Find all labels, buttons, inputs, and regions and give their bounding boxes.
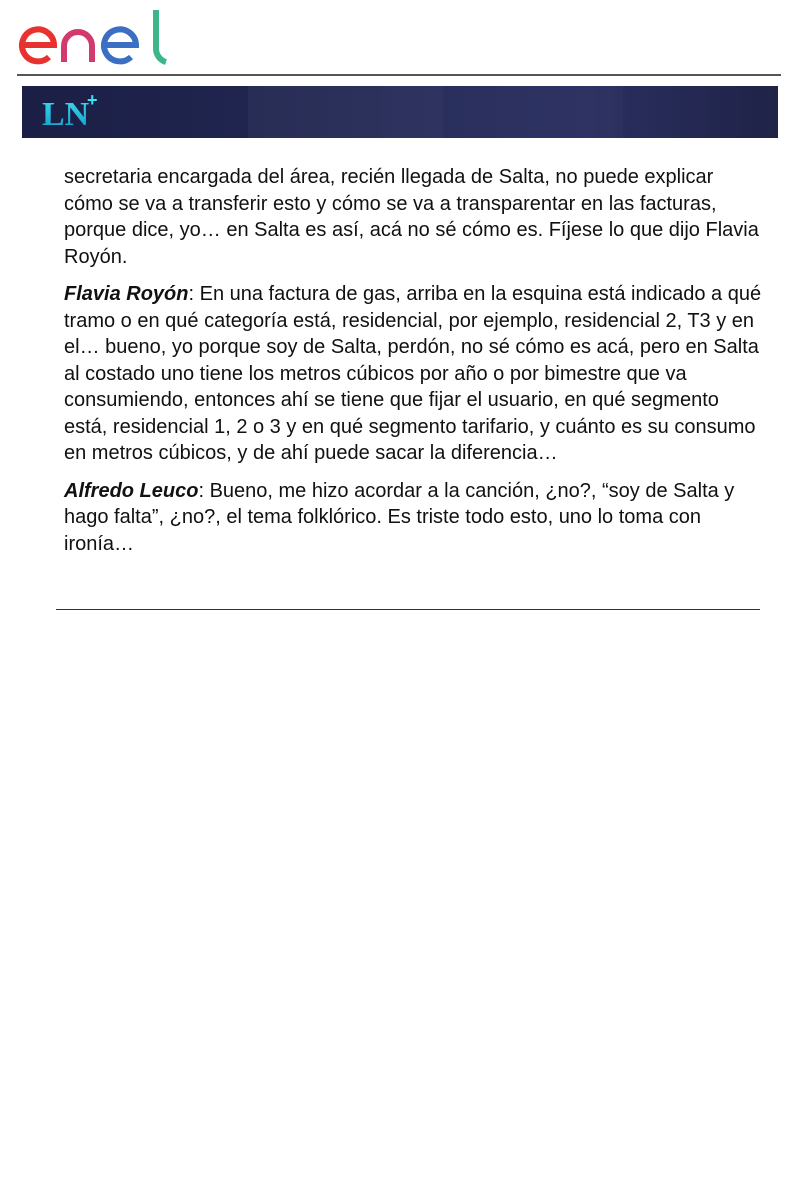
paragraph-1-text: secretaria encargada del área, recién llegada de Salta, no puede explicar cómo se va a transferir esto y cómo se va a transparentar en las facturas, porque dice, yo… en Salta es así, acá no sé cómo es. Fíjese lo que dijo Flavia Royón. [64, 166, 759, 268]
paragraph-2 [64, 281, 764, 467]
ln-logo-text: LN [42, 96, 90, 133]
speaker-name: Alfredo Leuco [64, 479, 199, 502]
footer-divider [56, 609, 760, 610]
banner-segment [248, 86, 443, 138]
ln-logo-plus: + [87, 90, 98, 110]
banner-segment [443, 86, 623, 138]
paragraph-1 [64, 164, 764, 270]
enel-logo [16, 8, 176, 68]
header-divider [17, 74, 781, 76]
paragraph-2-text: : En una factura de gas, arriba en la esquina está indicado a qué tramo o en qué categoría está, residencial, por ejemplo, residencial 2, T3 y en el… bueno, yo porque soy de Salta, perdón, no sé cómo es acá, pero en Salta al costado uno tiene los metros cúbicos por año o por bimestre que va consumiendo, entonces ahí se tiene que fijar el usuario, en qué segmento está, residencial 1, 2 o 3 y en qué segmento tarifario, y cuánto es su consumo en metros cúbicos, y de ahí puede sacar la diferencia… [64, 283, 762, 464]
paragraph-3-text: : Bueno, me hizo acordar a la canción, ¿no?, “soy de Salta y hago falta”, ¿no?, el tema folklórico. Es triste todo esto, uno lo toma con ironía… [64, 479, 735, 555]
speaker-name: Flavia Royón [64, 283, 189, 305]
enel-logo-text: enel [16, 8, 18, 9]
paragraph-3 [64, 478, 764, 558]
ln-plus-logo [40, 90, 130, 134]
ln-banner [22, 86, 778, 138]
article-body [64, 164, 764, 568]
